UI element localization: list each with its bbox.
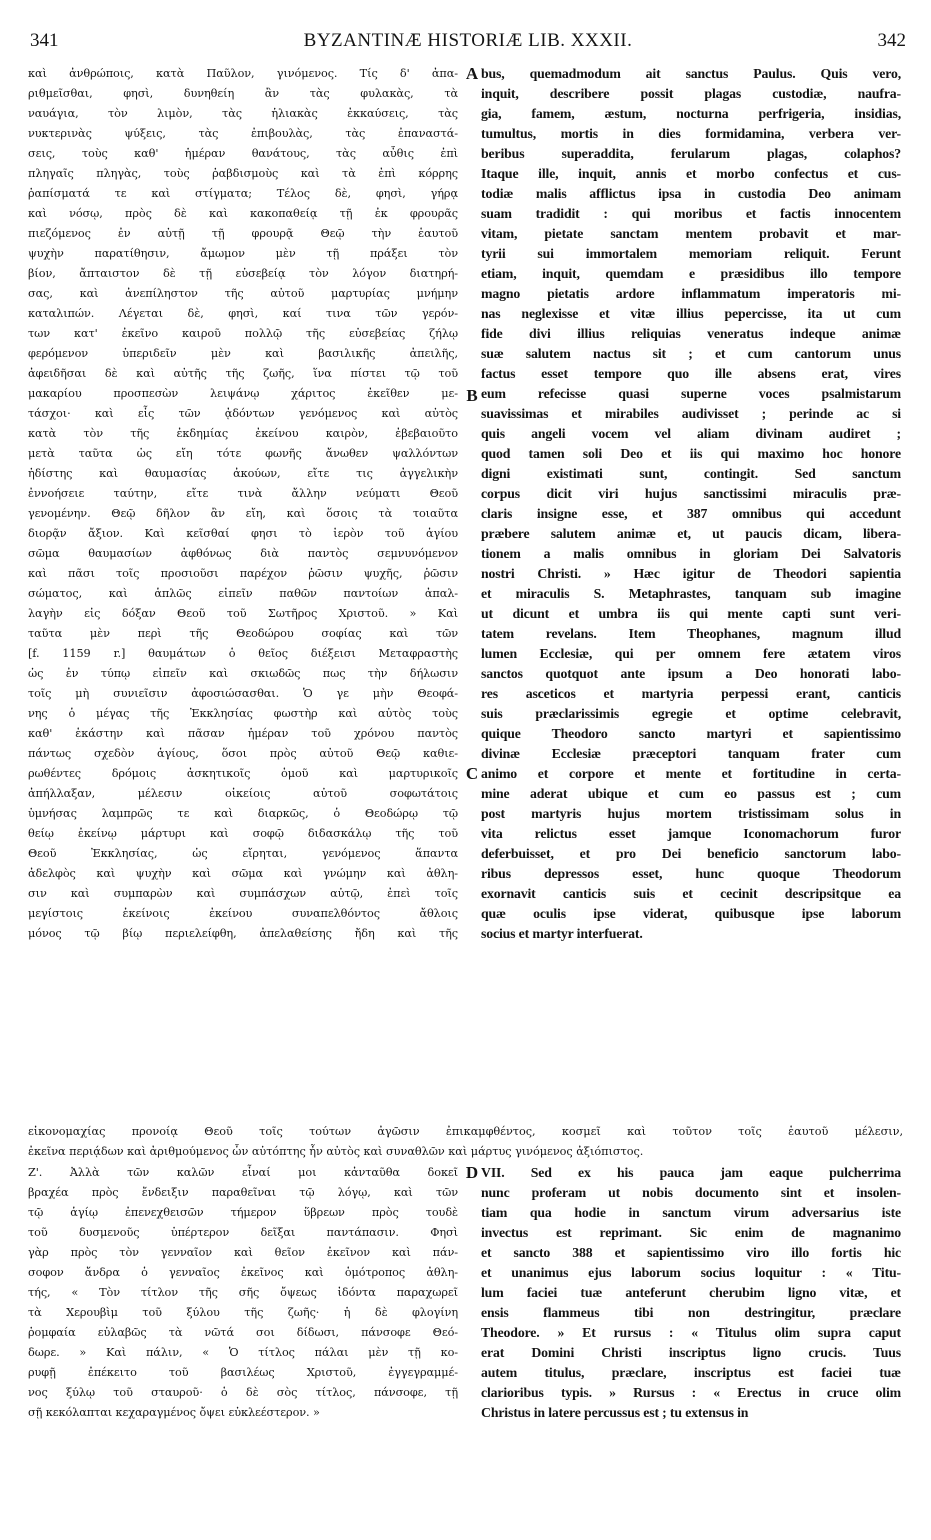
text-line: tionem a malis omnibus in gloriam Dei Salvatoris (481, 546, 901, 561)
text-line: ὡς ἐν τύπῳ εἰπεῖν καὶ σκιωδῶς πως τὴν δήλωσιν (28, 667, 458, 680)
text-line: vita relictus esset jamque Iconomachorum furor (481, 826, 901, 841)
text-line: tyrii sui immortalem memoriam reliquit. Ferunt (481, 246, 901, 261)
text-line: et unanimus ejus laborum socius loquitur : « Titu- (481, 1265, 901, 1280)
text-line: deferbuisset, et pro Dei beneficio sanctorum labo- (481, 846, 901, 861)
text-line: νης ὁ μέγας τῆς Ἐκκλησίας φωστὴρ καὶ αὐτὸς τοὺς (28, 707, 458, 720)
text-line: δωρε. » Καὶ πάλιν, « Ὁ τίτλος πάλαι μὲν τῇ κο- (28, 1346, 458, 1359)
text-line: ρυφῇ ἐπέκειτο τοῦ βασιλέως Χριστοῦ, ἐγγεγραμμέ- (28, 1366, 458, 1379)
text-line: καὶ ἀνθρώποις, κατὰ Παῦλον, γινόμενος. Τίς δ' ἀπα- (28, 67, 458, 80)
text-line: καταλιπών. Λέγεται δὲ, φησὶ, καί τινα τῶν γερόν- (28, 307, 458, 320)
text-line: inquit, describere possit plagas custodiæ, naufra- (481, 86, 901, 101)
text-line: divinæ Ecclesiæ præceptori tanquam frater cum (481, 746, 901, 761)
text-line: πάντως σχεδὸν ἁγίους, ὅσοι πρὸς αὐτοῦ Θεῷ καθιε- (28, 747, 458, 760)
text-line: μακαρίου προσπεσὼν λειψάνῳ χάριτος ἐκεῖθεν με- (28, 387, 458, 400)
text-line: σώματος, καὶ ἁπλῶς εἰπεῖν παθῶν παντοίων ἀπαλ- (28, 587, 458, 600)
text-line: ribus depressos esset, hunc quoque Theodorum (481, 866, 901, 881)
text-line: γενομένην. Θεῷ δῆλον ἂν εἴη, καὶ ὅσοις τὰ τοιαῦτα (28, 507, 458, 520)
text-line: fide divi illius reliquias veneratus indeque animæ (481, 326, 901, 341)
text-line: πιεζόμενος ἐν αὐτῇ τῇ φρουρᾷ Θεῷ τὴν ἑαυτοῦ (28, 227, 458, 240)
text-line: nunc proferam ut nobis documento sint et insolen- (481, 1185, 901, 1200)
text-line: gia, famem, æstum, nocturna perfrigeria, insidias, (481, 106, 901, 121)
text-line: των κατ' ἐκεῖνο καιροῦ πολλῷ τῆς εὐσεβείας ζήλῳ (28, 327, 458, 340)
text-line: Theodore. » Et rursus : « Titulus olim supra caput (481, 1325, 901, 1340)
text-line: σῇ κεκόλαπται κεχαραγμένος ὄψει εὐκλεέστερον. » (28, 1406, 320, 1419)
text-line: ὑμνήσας λαμπρῶς τε καὶ διαρκῶς, ὁ Θεοδώρῳ τῷ (28, 807, 458, 820)
text-line: autem titulus, præclare, inscriptus est faciei tuæ (481, 1365, 901, 1380)
text-line: Ζ'. Ἀλλὰ τῶν καλῶν εἶναί μοι κἀνταῦθα δοκεῖ (28, 1166, 458, 1179)
text-line: eum refecisse quasi superne voces psalmistarum (481, 386, 901, 401)
text-line: beribus superaddita, ferularum plagas, colaphos? (481, 146, 901, 161)
text-line: μεγίστοις ἐκείνοις ἐκείνου συναπελθόντος ἄθλοις (28, 907, 458, 920)
text-line: ἐκεῖνα περιᾴδων καὶ ἀριθμούμενος ὧν αὐτόπτης ἦν αὐτὸς καὶ συναθλῶν καὶ μάρτυς γινόμενος ἀξιόπιστος. (28, 1145, 644, 1158)
margin-marker-b: B (466, 386, 478, 405)
text-line: ταῦτα μὲν περὶ τῆς Θεοδώρου σοφίας καὶ τῶν (28, 627, 458, 640)
text-line: bus, quemadmodum ait sanctus Paulus. Quis vero, (481, 66, 901, 81)
text-line: διορᾷν ἄξιον. Καὶ κεῖσθαί φησι τὸ ἱερὸν τοῦ ἁγίου (28, 527, 458, 540)
text-line: τὰ Χερουβὶμ τοῦ ξύλου τῆς ζωῆς· ἡ δὲ φλογίνη (28, 1306, 458, 1319)
text-line: νυκτερινὰς ψύξεις, τὰς ἐπιβουλὰς, τὰς ἐπαναστά- (28, 127, 458, 140)
margin-marker-d: D (465, 1163, 479, 1182)
text-line: sanctos quotquot ante ipsum a Deo honorati labo- (481, 666, 901, 681)
text-line: βραχέα πρὸς ἔνδειξιν παραθεῖναι τῷ λόγῳ, καὶ τῶν (28, 1186, 458, 1199)
text-line: κατὰ τὸν τῆς ἐκδημίας ἐκείνου καιρὸν, ἐβεβαιοῦτο (28, 427, 458, 440)
text-line: νος ξύλῳ τοῦ σταυροῦ· ὁ δὲ σὸς τίτλος, πάνσοφε, τῇ (28, 1386, 458, 1399)
running-title: BYZANTINÆ HISTORIÆ LIB. XXXII. (303, 30, 633, 51)
text-line: lumen Ecclesiæ, qui per omnem fere ætatem viros (481, 646, 901, 661)
text-line: suis præclarissimis egregie et optime celebravit, (481, 706, 901, 721)
text-line: et sancto 388 et sapientissimo viro illo fortis hic (481, 1245, 901, 1260)
text-line: σοφον ἄνδρα ὁ γενναῖος ἐκεῖνος καὶ ὁμότροπος ἀθλη- (28, 1266, 458, 1279)
text-line: todiæ malis afflictus ipsa in custodia Deo animam (481, 186, 901, 201)
text-line: corpus dicit viri hujus sanctissimi miraculis præ- (481, 486, 901, 501)
text-line: ψυχὴν παρατίθησιν, ἄμωμον μὲν τῇ πράξει τὸν (28, 247, 458, 260)
text-line: Θεοῦ Ἐκκλησίας, ὡς εἴρηται, γενόμενος ἅπαντα (28, 847, 458, 860)
text-line: lum faciei tuæ anteferunt cherubim ligno vitæ, et (481, 1285, 901, 1300)
text-line: clarioribus typis. » Rursus : « Erectus in cruce olim (481, 1385, 901, 1400)
text-line: quis angeli vocem vel aliam divinam audiret ; (481, 426, 901, 441)
text-line: tatem revelans. Item Theophanes, magnum illud (481, 626, 901, 641)
text-line: magno pietatis ardore inflammatum imperatoris mi- (481, 286, 901, 301)
text-line: μετὰ ταῦτα ὡς εἴη τότε φωνῆς ἄνωθεν ψαλλόντων (28, 447, 458, 460)
text-line: nas neglexisse et vitæ illius pepercisse, ita ut cum (481, 306, 901, 321)
running-header (30, 30, 906, 60)
text-line: ρωθέντες δρόμοις ἀσκητικοῖς ὁμοῦ καὶ μαρτυρικοῖς (28, 767, 458, 780)
text-line: τάσχοι· καὶ εἷς τῶν ᾀδόντων γενόμενος καὶ αὐτὸς (28, 407, 458, 420)
text-line: ῥαπίσματά τε καὶ στίγματα; Τέλος δὲ, φησὶ, γήρᾳ (28, 187, 458, 200)
text-line: ἐννοήσειε ταύτην, εἴτε τινὰ ἄλλην νεύματι Θεοῦ (28, 487, 458, 500)
text-line: ριθμεῖσθαι, φησὶ, δυνηθείη ἂν τὰς φυλακὰς, τὰ (28, 87, 458, 100)
text-line: ἀφειδῆσαι δὲ καὶ αὐτῆς τῆς ζωῆς, ἵνα πίστει τῷ τοῦ (28, 367, 458, 380)
text-line: σας, καὶ ἀνεπίληστον τῆς αὐτοῦ μαρτυρίας μνήμην (28, 287, 458, 300)
latin-column-top (481, 64, 901, 944)
page-number-left: 341 (30, 30, 59, 51)
text-line: ναυάγια, τὸν λιμὸν, τὰς ἡλιακὰς ἐκκαύσεις, τὰς (28, 107, 458, 120)
text-line: τοῦ δυσμενοῦς ὑπέρτερον δεῖξαι παντάπασιν. Φησὶ (28, 1226, 458, 1239)
text-line: ἀδελφὸς καὶ ψυχὴν καὶ σῶμα καὶ γνώμην καὶ ἀθλη- (28, 867, 458, 880)
text-line: ut dicunt et umbra iis qui mente capti sunt veri- (481, 606, 901, 621)
text-line: εἰκονομαχίας προνοίᾳ Θεοῦ τοῖς τούτων ἀγῶσιν ἐπικαμφθέντος, κοσμεῖ καὶ τοῦτον τοῖς ἑαυτοῦ μέλεσιν, (28, 1125, 903, 1138)
greek-column-top (28, 64, 458, 944)
text-line: et miraculis S. Metaphrastes, tanquam sub imagine (481, 586, 901, 601)
text-line: VII. Sed ex his pauca jam eaque pulcherrima (481, 1165, 901, 1180)
greek-full-width-lines (28, 1122, 903, 1162)
text-line: tiam qua hodie in sanctum virum adversarius iste (481, 1205, 901, 1220)
text-line: καὶ νόσῳ, πρὸς δὲ καὶ κακοπαθείᾳ τῇ ἐκ φρουρᾶς (28, 207, 458, 220)
text-line: præbere salutem animæ et, ut paucis dicam, libera- (481, 526, 901, 541)
text-line: ῥομφαία εὐλαβῶς τὰ νῶτά σοι δίδωσι, πάνσοφε Θεό- (28, 1326, 458, 1339)
margin-marker-a: A (465, 64, 479, 83)
greek-column-bottom (28, 1163, 458, 1423)
text-line: [f. 1159 r.] θαυμάτων ὁ θεῖος διέξεισι Μεταφραστὴς (28, 647, 458, 660)
text-line: σεις, τοὺς καθ' ἡμέραν θανάτους, τὰς αὖθις ἐπὶ (28, 147, 458, 160)
text-line: ἀπήλλαξαν, μέλεσιν οἰκείοις αὐτοῦ σοφωτάτοις (28, 787, 458, 800)
text-line: Itaque ille, inquit, annis et morbo confectus et cus- (481, 166, 901, 181)
text-line: πληγαῖς πληγὰς, τοὺς ῥαβδισμοὺς καὶ τὰ ἐπὶ κόρρης (28, 167, 458, 180)
text-line: exornavit canticis suis et cecinit descripsitque ea (481, 886, 901, 901)
text-line: τῷ ἁγίῳ ἐπενεχθεισῶν τήμερον ὕβρεων πρὸς τουδὲ (28, 1206, 458, 1219)
latin-column-bottom (481, 1163, 901, 1423)
text-line: φερόμενον ὑπεριδεῖν μὲν καὶ βασιλικῆς ἀπειλῆς, (28, 347, 458, 360)
text-line: σῶμα θαυμασίων ἀφθόνως διὰ παντὸς σεμνυνόμενον (28, 547, 458, 560)
text-line: erat Domini Christi inscriptus ligno crucis. Tuus (481, 1345, 901, 1360)
text-line: λαγὴν εἰς δόξαν Θεοῦ τοῦ Σωτῆρος Χριστοῦ. » Καὶ (28, 607, 458, 620)
margin-marker-c: C (465, 764, 479, 783)
text-line: quod tamen soli Deo et iis qui maximo hoc honore (481, 446, 901, 461)
page-number-right: 342 (877, 30, 906, 51)
text-line: digni existimati sunt, contingit. Sed sanctum (481, 466, 901, 481)
text-line: quique Theodoro sancto martyri et sapientissimo (481, 726, 901, 741)
text-line: quæ oculis ipse viderat, quibusque ipse laborum (481, 906, 901, 921)
text-line: θείῳ ἐκείνῳ μάρτυρι καὶ σοφῷ διδασκάλῳ τῆς τοῦ (28, 827, 458, 840)
text-line: μόνος τῷ βίῳ περιελείφθη, ἀπελαθείσης ἤδη καὶ τῆς (28, 927, 458, 940)
text-line: claris insigne esse, et 387 omnibus qui accedunt (481, 506, 901, 521)
text-line: vitam, pietate sanctam mentem probavit et mar- (481, 226, 901, 241)
text-line: suavissimas et mirabiles audivisset ; perinde ac si (481, 406, 901, 421)
text-line: animo et corpore et mente et fortitudine in certa- (481, 766, 901, 781)
text-line: factus esset tempore quo ille absens erat, vires (481, 366, 901, 381)
text-line: τής, « Τὸν τίτλον τῆς σῆς ὄψεως ἰδόντα παραχωρεῖ (28, 1286, 458, 1299)
text-line: γὰρ πρὸς τὸν γενναῖον καὶ θεῖον ἐκεῖνον καὶ πάν- (28, 1246, 458, 1259)
text-line: suam tradidit : qui moribus et factis innocentem (481, 206, 901, 221)
text-line: Christus in latere percussus est ; tu extensus in (481, 1405, 749, 1420)
text-line: σιν καὶ συμπαρὼν καὶ συμπάσχων αὐτῷ, ἐπεὶ τοῖς (28, 887, 458, 900)
text-line: invectus est reprimant. Sic enim de magnanimo (481, 1225, 901, 1240)
text-line: καὶ πᾶσι τοῖς προσιοῦσι παρέχον ῥῶσιν ψυχῆς, ῥῶσιν (28, 567, 458, 580)
text-line: etiam, inquit, quemdam e præsidibus illo tempore (481, 266, 901, 281)
text-line: ἡδίστης καὶ θαυμασίας ἀκούων, εἴτε τις ἀγγελικὴν (28, 467, 458, 480)
text-line: nostri Christi. » Hæc igitur de Theodori sapientia (481, 566, 901, 581)
text-line: res asceticos et martyria perpessi erant, canticis (481, 686, 901, 701)
text-line: βίον, ἄπταιστον δὲ τῇ εὐσεβείᾳ τὸν λόγον διατηρή- (28, 267, 458, 280)
text-line: post martyris hujus mortem tristissimam solus in (481, 806, 901, 821)
text-line: tumultus, mortis in dies formidamina, verbera ver- (481, 126, 901, 141)
text-line: suæ salutem nactus sit ; et cum cantorum unus (481, 346, 901, 361)
text-line: τοῖς μὴ συνιεῖσιν ἀφοσιώσασθαι. Ὁ γε μὴν Θεοφά- (28, 687, 458, 700)
text-line: καθ' ἑκάστην καὶ πᾶσαν ἡμέραν τοῦ χρόνου παντὸς (28, 727, 458, 740)
text-line: mine aderat ubique et cum eo passus est ; cum (481, 786, 901, 801)
text-line: ensis flammeus tibi non destringitur, præclare (481, 1305, 901, 1320)
text-line: socius et martyr interfuerat. (481, 926, 643, 941)
